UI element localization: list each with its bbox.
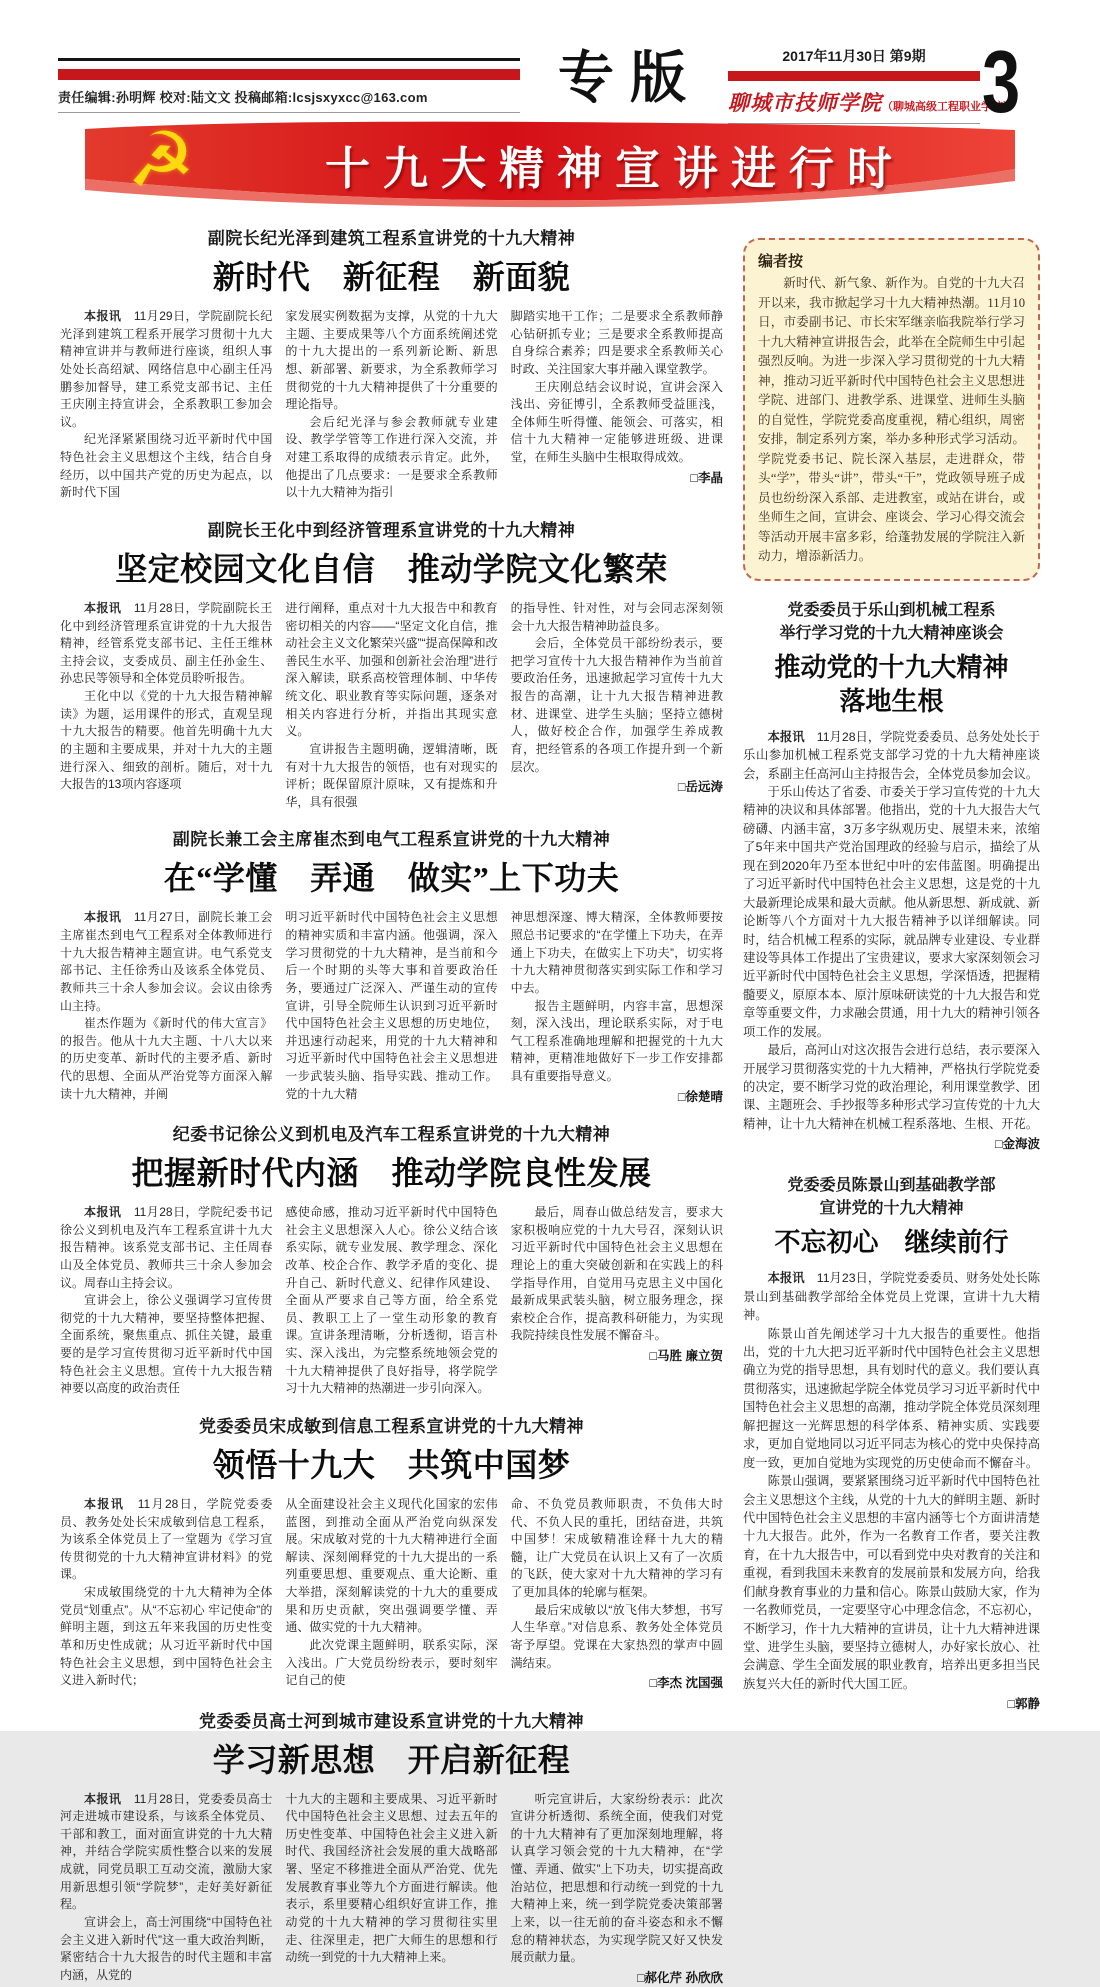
body-paragraph: 明习近平新时代中国特色社会主义思想的精神实质和丰富内涵。他强调，深入学习贯彻党的十九大精神，是当前和今后一个时期的头等大事和首要政治任务，要通过广泛深入、严谨生动的宣传宣讲，引导全院师生认识到习近平新时代中国特色社会主义思想的历史地位，并迅速行动起来，用党的十九大精神和习近平新时代中国特色社会主义思想进一步武装头脑、指导实践、推动工作。党的十九大精: [285, 909, 497, 1103]
news-article: [60, 825, 723, 1106]
body-paragraph: 报告主题鲜明，内容丰富，思想深刻，深入浅出，理论联系实际，对于电气工程系准确地理解和把握党的十九大精神，更精准地做好下一步工作安排都具有重要指导意义。: [511, 998, 723, 1086]
banner-title: 十九大精神宣讲进行时: [85, 132, 1015, 197]
masthead-left: [58, 44, 520, 113]
news-article: [60, 224, 723, 502]
body-paragraph: 十九大的主题和主要成果、习近平新时代中国特色社会主义思想、过去五年的历史性变革、中国特色社会主义进入新时代、我国经济社会发展的重大战略部署、坚定不移推进全面从严治党、优先发展教育事业等九个方面进行解读。他表示，系里要精心组织好宣讲工作，推动党的十九大精神的学习贯彻往实里走、往深里走，把广大师生的思想和行动统一到党的十九大精神上来。: [285, 1791, 497, 1967]
article-column: [285, 1204, 497, 1398]
article-body: [743, 1269, 1040, 1714]
body-paragraph: 会后纪光泽与参会教师就专业建设、教学学管等工作进行深入交流，并对建工系取得的成绩表示肯定。此外，他提出了几点要求：一是要求全系教师以十九大精神为指引: [285, 414, 497, 502]
body-paragraph: 进行阐释，重点对十九大报告中和教育密切相关的内容——“坚定文化自信，推动社会主义文化繁荣兴盛”“提高保障和改善民生水平、加强和创新社会治理”进行深入解读，联系高校管理体制、中华传统文化、职业教育等实际问题，逐条对相关内容进行分析，并指出其现实意义。: [285, 600, 497, 741]
byline: □郭静: [743, 1695, 1040, 1714]
article-body: [60, 1791, 723, 1987]
body-paragraph: 的指导性、针对性，对与会同志深刻领会十九大报告精神助益良多。: [511, 600, 723, 635]
article-headline: 把握新时代内涵 推动学院良性发展: [60, 1148, 723, 1194]
article-column: [511, 308, 723, 502]
body-paragraph: 最后宋成敏以“放飞伟大梦想，书写人生华章。”对信息系、教务处全体党员寄予厚望。党课在大家热烈的掌声中圆满结束。: [511, 1602, 723, 1673]
body-paragraph: 最后，高河山对这次报告会进行总结，表示要深入开展学习贯彻落实党的十九大精神，严格执行学院党委的决定，要不断学习党的政治理论，利用课堂教学、团课、主题班会、手抄报等多种形式学习宣传党的十九大精神，让十九大精神在机械工程系落地、生根、开花。: [743, 1041, 1040, 1133]
article-kicker: 纪委书记徐公义到机电及汽车工程系宣讲党的十九大精神: [60, 1120, 723, 1145]
byline: □马胜 廉立贺: [511, 1347, 723, 1365]
article-column: [511, 1496, 723, 1693]
byline: □徐楚晴: [511, 1088, 723, 1106]
article-headline: 在“学懂 弄通 做实”上下功夫: [60, 853, 723, 899]
article-kicker: 副院长纪光泽到建筑工程系宣讲党的十九大精神: [60, 224, 723, 249]
body-paragraph: 于乐山传达了省委、市委关于学习宣传党的十九大精神的决议和具体部署。他指出，党的十九大报告大气磅礴、内涵丰富，3万多字纵观历史、展望未来，浓缩了5年来中国共产党治国理政的经验与启示，描绘了从现在到2020年乃至本世纪中叶的宏伟蓝图。明确提出了习近平新时代中国特色社会主义思想，这是党的十九大最新理论成果和最大贡献。他从新思想、新成就、新论断等八个方面对十九大报告精神予以详细解读。同时，结合机械工程系的实际，就品牌专业建设、专业群建设等具体工作提出了宝贵建议，要求大家深刻领会习近平新时代中国特色社会主义思想，学深悟透，把握精髓要义，原原本本、原汁原味研读党的十九大报告和党章等重要文件，力求融会贯通，用十九大的精神引领各项工作的发展。: [743, 783, 1040, 1041]
article-body: [60, 909, 723, 1106]
body-paragraph: 听完宣讲后，大家纷纷表示：此次宣讲分析透彻、系统全面，使我们对党的十九大精神有了更加深刻地理解，将认真学习领会党的十九大精神，在“学懂、弄通、做实”上下功夫，切实提高政治站位，把思想和行动统一到党的十九大精神上来，统一到学院党委决策部署上来，以一往无前的奋斗姿态和永不懈怠的精神状态，为实现学院又好又快发展贡献力量。: [511, 1791, 723, 1967]
article-column: [60, 308, 272, 502]
article-column: [511, 1204, 723, 1398]
article-column: [60, 1496, 272, 1693]
body-paragraph: 此次党课主题鲜明，联系实际，深入浅出。广大党员纷纷表示，要时刻牢记自己的使: [285, 1637, 497, 1690]
body-paragraph: 宣讲报告主题明确，逻辑清晰，既有对十九大报告的领悟，也有对现实的评析；既保留原汁原味，又有提炼和升华，具有很强: [285, 741, 497, 812]
body-paragraph: 本报讯 11月28日，学院党委委员、总务处处长于乐山参加机械工程系党支部学习党的十九大精神座谈会，系副主任高河山主持报告会，全体党员参加会议。: [743, 728, 1040, 783]
body-paragraph: 宣讲会上，徐公义强调学习宣传贯彻党的十九大精神，要坚持整体把握、全面系统，聚焦重点、抓住关键，最重要的是学习宣传贯彻习近平新时代中国特色社会主义思想。宣传十九大报告精神要以高度的政治责任: [60, 1292, 272, 1398]
sidebar-articles: [743, 599, 1040, 1714]
body-paragraph: 脚踏实地干工作；二是要求全系教师静心钻研抓专业；三是要求全系教师提高自身综合素养；四是要求全系教师关心时政、关注国家大事并融入课堂教学。: [511, 308, 723, 379]
sidebar-article: [743, 1174, 1040, 1714]
body-paragraph: 纪光泽紧紧围绕习近平新时代中国特色社会主义思想这个主线，结合自身经历，以中国共产党的历史为起点，以新时代下国: [60, 431, 272, 502]
body-paragraph: 感使命感，推动习近平新时代中国特色社会主义思想深入人心。徐公义结合该系实际，就专业发展、教学理念、深化改革、校企合作、教学矛盾的变化、提升自己、新时代意义、纪律作风建设、全面从严要求自己等方面，给全系党员、教职工上了一堂生动形象的教育课。宣讲条理清晰，分析透彻，语言朴实、深入浅出，为完整系统地领会党的十九大精神提供了良好指导，将学院学习十九大精神的热潮进一步引向深入。: [285, 1204, 497, 1398]
article-column: [285, 1496, 497, 1693]
article-body: [60, 1496, 723, 1693]
article-kicker: 副院长王化中到经济管理系宣讲党的十九大精神: [60, 516, 723, 541]
article-headline: 坚定校园文化自信 推动学院文化繁荣: [60, 544, 723, 590]
article-column: [511, 1791, 723, 1987]
school-alt-name: （聊城高级工程职业学校）: [882, 101, 1014, 113]
editor-note-title: 编者按: [758, 250, 1025, 271]
article-kicker: 党委委员陈景山到基础教学部 宣讲党的十九大精神: [743, 1174, 1040, 1220]
main-articles: [60, 224, 723, 1731]
article-column: [285, 909, 497, 1106]
date-issue: 2017年11月30日 第9期: [728, 46, 980, 66]
sidebar-article: [743, 599, 1040, 1154]
body-paragraph: 本报讯 11月28日，学院纪委书记徐公义到机电及汽车工程系宣讲十九大报告精神。该系党支部书记、主任周春山及全体党员、教师共三十余人参加会议。周春山主持会议。: [60, 1204, 272, 1292]
article-headline: 领悟十九大 共筑中国梦: [60, 1440, 723, 1486]
red-bar: [58, 69, 520, 80]
article-column: [511, 909, 723, 1106]
body-paragraph: 宋成敏围绕党的十九大精神为全体党员“划重点”。从“不忘初心 牢记使命”的鲜明主题，到这五年来我国的历史性变革和历史性成就；从习近平新时代中国特色社会主义思想，到中国特色社会主义进入新时代；: [60, 1584, 272, 1690]
body-paragraph: 王庆刚总结会议时说，宣讲会深入浅出、旁征博引，全系教师受益匪浅，全体师生听得懂、能领会、可落实，相信十九大精神一定能够进班级、进课堂，在师生头脑中生根取得成效。: [511, 379, 723, 467]
body-paragraph: 本报讯 11月28日，学院党委委员、教务处处长宋成敏到信息工程系，为该系全体党员上了一堂题为《学习宣传贯彻党的十九大精神宣讲材料》的党课。: [60, 1496, 272, 1584]
byline: □李晶: [511, 469, 723, 487]
body-paragraph: 本报讯 11月28日，学院副院长王化中到经济管理系宣讲党的十九大报告精神，经管系党支部书记、主任王维林主持会议，支委成员、副主任孙金生、孙忠民等领导和全体党员聆听报告。: [60, 600, 272, 688]
body-paragraph: 命、不负党员教师职责，不负伟大时代、不负人民的重托，团结奋进，共筑中国梦！宋成敏精准诠释十九大的精髓，让广大党员在认识上又有了一次质的飞跃，使大家对十九大精神的学习有了更加具体的轮廓与框架。: [511, 1496, 723, 1602]
theme-banner: [85, 119, 1015, 209]
body-paragraph: 最后，周春山做总结发言，要求大家积极响应党的十九大号召，深刻认识习近平新时代中国特色社会主义思想在理论上的重大突破创新和在实践上的科学指导作用，自觉用马克思主义中国化最新成果武装头脑，树立服务理念，探索校企合作，提高教科研能力，为实现我院持续良性发展不懈奋斗。: [511, 1204, 723, 1345]
editor-note-box: [743, 238, 1040, 581]
top-rule: [58, 58, 520, 61]
body-paragraph: 本报讯 11月23日，学院党委委员、财务处处长陈景山到基础教学部给全体党员上党课，宣讲十九大精神。: [743, 1269, 1040, 1324]
article-column: [285, 600, 497, 812]
article-column: [60, 1204, 272, 1398]
article-kicker: 副院长兼工会主席崔杰到电气工程系宣讲党的十九大精神: [60, 825, 723, 850]
byline: □郝化芹 孙欣欣: [511, 1969, 723, 1987]
party-emblem-icon: ☭: [127, 116, 195, 206]
body-paragraph: 神思想深邃、博大精深，全体教师要按照总书记要求的“在学懂上下功夫，在弄通上下功夫，在做实上下功夫”，切实将十九大精神贯彻落实到实际工作和学习中去。: [511, 909, 723, 997]
body-paragraph: 陈景山强调，要紧紧围绕习近平新时代中国特色社会主义思想这个主线，从党的十九大的鲜明主题、新时代中国特色社会主义思想的丰富内涵等七个方面讲清楚十九大报告。此外，作为一名教育工作者，要关注教育，在十九大报告中，可以看到党中央对教育的关注和重视，看到我国未来教育的发展前景和发展方向，给我们献身教育事业的力量和信心。陈景山鼓励大家，作为一名教师党员，一定要坚守心中理念信念，不忘初心，不断学习，作十九大精神的宣讲员，让十九大精神进课堂、进学生头脑，要坚持立德树人，办好家长放心、社会满意、学生全面发展的职业教育，培养出更多担当民族复兴大任的新时代大国工匠。: [743, 1472, 1040, 1693]
article-body: [60, 600, 723, 812]
byline: □金海波: [743, 1135, 1040, 1154]
body-paragraph: 本报讯 11月29日，学院副院长纪光泽到建筑工程系开展学习贯彻十九大精神宣讲并与教师进行座谈，组织人事处处长高绍斌、网络信息中心副主任冯鹏参加督导，建工系党支部书记、主任王庆刚主持宣讲会，全系教职工参加会议。: [60, 308, 272, 431]
body-paragraph: 陈景山首先阐述学习十九大报告的重要性。他指出，党的十九大把习近平新时代中国特色社会主义思想确立为党的指导思想，具有划时代的意义。我们要认真贯彻落实，迅速掀起学院全体党员学习习近平新时代中国特色社会主义思想的高潮，推动学院全体党员深刻理解把握这一光辉思想的科学体系、精神实质、实践要求，更加自觉地同以习近平同志为核心的党中央保持高度一致，更加自觉地为实现党的历史使命而不懈奋斗。: [743, 1325, 1040, 1473]
content-area: [60, 224, 1040, 1731]
article-headline: 推动党的十九大精神 落地生根: [743, 651, 1040, 719]
article-headline: 新时代 新征程 新面貌: [60, 252, 723, 298]
article-column: [60, 1791, 272, 1987]
article-column: [60, 909, 272, 1106]
red-bar: [728, 71, 980, 81]
body-paragraph: 会后，全体党员干部纷纷表示，要把学习宣传十九大报告精神作为当前首要政治任务，迅速掀起学习宣传十九大报告的高潮，让十九大报告精神进教材、进课堂、进学生头脑；坚持立德树人，做好校企合作，加强学生养成教育，把经管系的各项工作提升到一个新层次。: [511, 635, 723, 776]
editor-note-body: [758, 274, 1025, 567]
article-body: [60, 308, 723, 502]
body-paragraph: 本报讯 11月28日，党委委员高士河走进城市建设系，与该系全体党员、干部和教工，面对面宣讲党的十九大精神，并结合学院实质性整合以来的发展成就，同党员职工互动交流，激励大家用新思想引领“学院梦”，走好美好新征程。: [60, 1791, 272, 1914]
masthead-right: [728, 44, 980, 124]
article-column: [511, 600, 723, 812]
article-body: [60, 1204, 723, 1398]
edition-label: 专版: [520, 44, 728, 112]
body-paragraph: 王化中以《党的十九大报告精神解读》为题，运用课件的形式，直观呈现十九大报告的精要。他首先明确十九大的主题和主要成果，并对十九大的主题进行深入、细致的剖析。随后，对十九大报告的13项内容逐项: [60, 688, 272, 794]
sidebar: [743, 224, 1040, 1731]
article-headline: 不忘初心 继续前行: [743, 1226, 1040, 1260]
byline: □岳远涛: [511, 778, 723, 796]
article-body: [743, 728, 1040, 1154]
news-article: [60, 1707, 723, 1987]
school-name: 聊城市技师学院: [728, 91, 882, 115]
body-paragraph: 从全面建设社会主义现代化国家的宏伟蓝图，到推动全面从严治党向纵深发展。宋成敏对党的十九大精神进行全面解读、深刻阐释党的十九大提出的一系列重要思想、重要观点、重大论断、重大举措，深刻解读党的十九大的重要成果和历史贡献，突出强调要学懂、弄通、做实党的十九大精神。: [285, 1496, 497, 1637]
article-kicker: 党委委员于乐山到机械工程系 举行学习党的十九大精神座谈会: [743, 599, 1040, 645]
article-column: [285, 1791, 497, 1987]
byline: □李杰 沈国强: [511, 1674, 723, 1692]
article-kicker: 党委委员高士河到城市建设系宣讲党的十九大精神: [60, 1707, 723, 1732]
news-article: [60, 516, 723, 812]
article-headline: 学习新思想 开启新征程: [60, 1735, 723, 1781]
masthead: [58, 44, 1046, 124]
article-column: [60, 600, 272, 812]
page-number: 3: [982, 44, 1020, 120]
body-paragraph: 家发展实例数据为支撑，从党的十九大主题、主要成果等八个方面系统阐述党的十九大提出的一系列新论断、新思想、新部署、新要求，为全系教师学习贯彻党的十九大精神提供了十分重要的理论指导。: [285, 308, 497, 414]
body-paragraph: 崔杰作题为《新时代的伟大宣言》的报告。他从十九大主题、十八大以来的历史变革、新时代的主要矛盾、新时代的思想、全面从严治党等方面深入解读十九大精神，并阐: [60, 1015, 272, 1103]
body-paragraph: 新时代、新气象、新作为。自党的十九大召开以来，我市掀起学习十九大精神热潮。11月10日，市委副书记、市长宋军继亲临我院举行学习十九大精神宣讲报告会，此举在全院师生中引起强烈反响。为进一步深入学习贯彻党的十九大精神，推动习近平新时代中国特色社会主义思想进学院、进部门、进教学系、进课堂、进师生头脑的自觉性，学院党委高度重视，精心组织，周密安排，制定系列方案，举办多种形式学习活动。学院党委书记、院长深入基层，走进群众，带头“学”，带头“讲”，带头“干”，党政领导班子成员也纷纷深入系部、走进教室，或站在讲台，或坐师生之间，宣讲会、座谈会、学习心得交流会等活动开展丰富多彩，给蓬勃发展的学院注入新动力，增添新活力。: [758, 274, 1025, 567]
article-kicker: 党委委员宋成敏到信息工程系宣讲党的十九大精神: [60, 1412, 723, 1437]
article-column: [285, 308, 497, 502]
body-paragraph: 本报讯 11月27日，副院长兼工会主席崔杰到电气工程系对全体教师进行十九大报告精神主题宣讲。电气系党支部书记、主任徐秀山及该系全体党员、教师共三十余人参加会议。会议由徐秀山主持。: [60, 909, 272, 1015]
editor-credits: 责任编辑:孙明辉 校对:陆文文 投稿邮箱:lcsjsxyxcc@163.com: [58, 87, 520, 113]
body-paragraph: 宣讲会上，高士河围绕“中国特色社会主义进入新时代”这一重大政治判断，紧密结合十九大报告的时代主题和丰富内涵，从党的: [60, 1914, 272, 1985]
news-article: [60, 1120, 723, 1398]
news-article: [60, 1412, 723, 1693]
